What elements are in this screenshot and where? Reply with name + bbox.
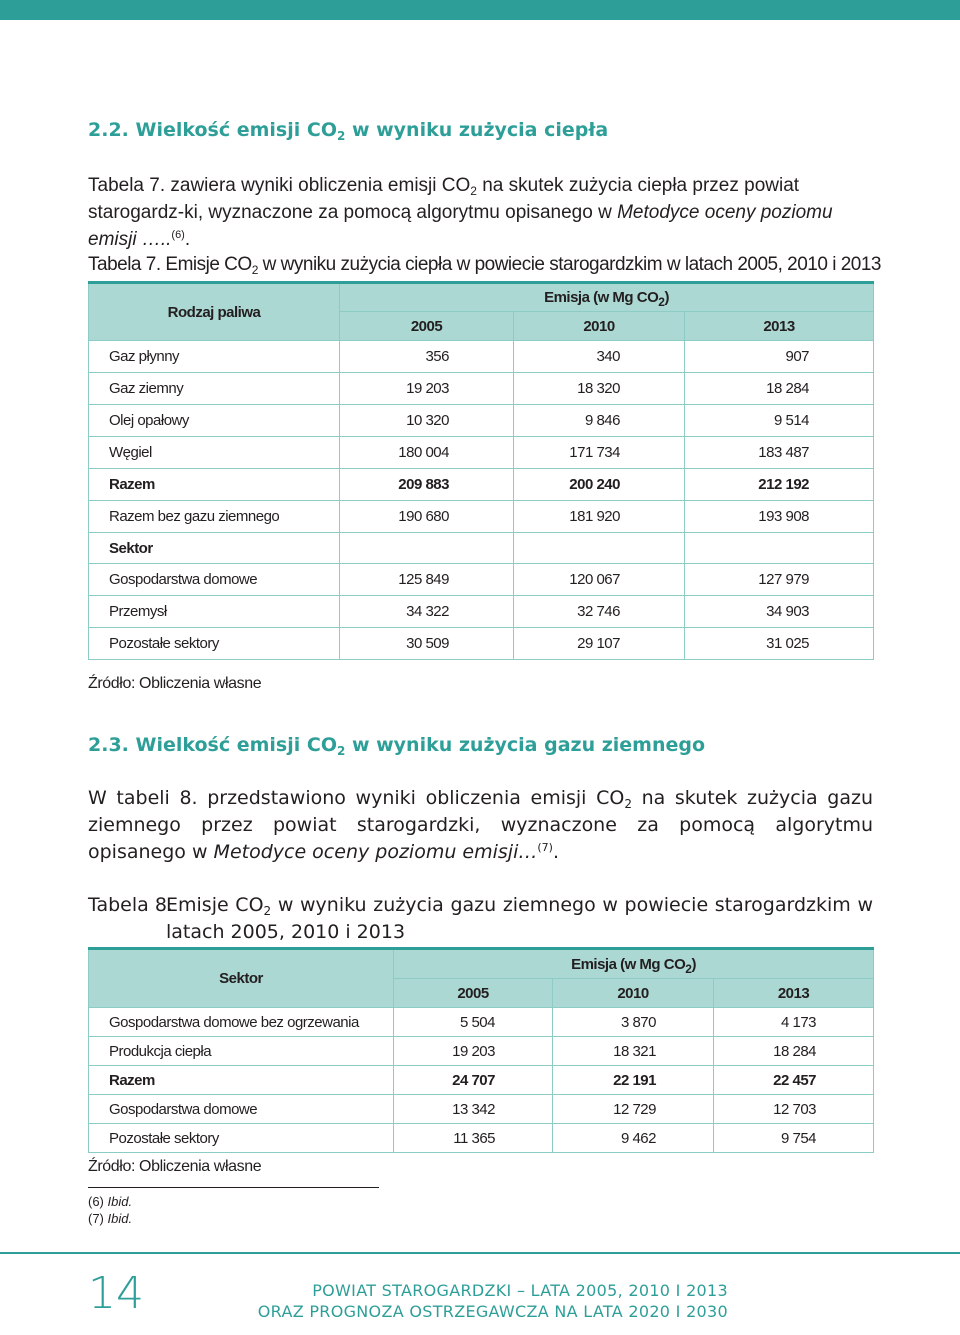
footer-line-1: POWIAT STAROGARDZKI – LATA 2005, 2010 I 2013	[312, 1281, 728, 1300]
value-2013: 907	[685, 341, 874, 373]
table-row	[89, 405, 874, 437]
value-2013: 31 025	[685, 628, 874, 660]
value-2010: 9 846	[514, 405, 685, 437]
caption-text-end: w wyniku zużycia ciepła w powiecie starogardzkim w latach 2005, 2010 i 2013	[257, 254, 881, 275]
footer-divider	[0, 1252, 960, 1254]
value-2005: 19 203	[394, 1037, 553, 1066]
paragraph-italic: Metodyce oceny poziomu emisji…	[213, 841, 538, 863]
paragraph-subscript: 2	[624, 797, 632, 811]
table-row	[89, 341, 874, 373]
table-row	[89, 628, 874, 660]
value-2010	[514, 533, 685, 564]
paragraph-subscript: 2	[470, 184, 477, 198]
value-2010: 32 746	[514, 596, 685, 628]
footer-line-2: ORAZ PROGNOZA OSTRZEGAWCZA NA LATA 2020 I 2030	[257, 1302, 728, 1321]
heading-text-end: w wyniku zużycia ciepła	[345, 119, 609, 141]
section-heading-2-2	[88, 119, 608, 141]
footnote-number: (7)	[88, 1211, 108, 1226]
value-2013: 18 284	[714, 1037, 874, 1066]
emission-subscript: 2	[685, 961, 692, 976]
row-label: Produkcja ciepła	[89, 1037, 394, 1066]
value-2005: 10 320	[340, 405, 514, 437]
table8-year-header: 2013	[714, 979, 874, 1008]
table-row	[89, 437, 874, 469]
value-2005: 13 342	[394, 1095, 553, 1124]
value-2010: 171 734	[514, 437, 685, 469]
footnote-text: Ibid.	[107, 1211, 133, 1226]
table-row	[89, 564, 874, 596]
row-label: Pozostałe sektory	[89, 1124, 394, 1153]
table-row-total	[89, 469, 874, 501]
table8-caption	[88, 892, 873, 946]
table-row	[89, 501, 874, 533]
value-2010: 29 107	[514, 628, 685, 660]
emission-label: Emisja (w Mg CO	[544, 289, 659, 306]
footnote-7	[88, 1210, 132, 1227]
row-label: Razem	[89, 469, 340, 501]
table-row-total	[89, 1066, 874, 1095]
footnote-number: (6)	[88, 1194, 108, 1209]
value-2013: 183 487	[685, 437, 874, 469]
table8-header-sector: Sektor	[89, 949, 394, 1008]
value-2010: 181 920	[514, 501, 685, 533]
value-2005	[340, 533, 514, 564]
top-accent-bar	[0, 0, 960, 20]
value-2013: 127 979	[685, 564, 874, 596]
table7-header-fuel: Rodzaj paliwa	[89, 283, 340, 341]
table7-year-header: 2010	[514, 312, 685, 341]
table-row-section	[89, 533, 874, 564]
value-2005: 11 365	[394, 1124, 553, 1153]
value-2005: 30 509	[340, 628, 514, 660]
value-2010: 18 320	[514, 373, 685, 405]
row-label: Gaz płynny	[89, 341, 340, 373]
value-2010: 200 240	[514, 469, 685, 501]
caption-subscript: 2	[251, 263, 258, 277]
table8-source: Źródło: Obliczenia własne	[88, 1158, 262, 1175]
value-2010: 120 067	[514, 564, 685, 596]
table-row	[89, 596, 874, 628]
paragraph-end: .	[184, 229, 191, 250]
value-2010: 3 870	[553, 1008, 714, 1037]
row-label: Gospodarstwa domowe	[89, 564, 340, 596]
table-row	[89, 373, 874, 405]
footnote-divider	[88, 1187, 379, 1188]
table7-caption	[88, 254, 881, 276]
emission-label: Emisja (w Mg CO	[571, 955, 686, 973]
value-2005: 24 707	[394, 1066, 553, 1095]
value-2010: 18 321	[553, 1037, 714, 1066]
heading-subscript: 2	[336, 744, 346, 758]
intro-paragraph-2-3	[88, 785, 873, 866]
value-2010: 12 729	[553, 1095, 714, 1124]
table7-source: Źródło: Obliczenia własne	[88, 675, 262, 692]
caption-subscript: 2	[263, 904, 272, 918]
row-label: Gospodarstwa domowe bez ogrzewania	[89, 1008, 394, 1037]
row-label: Przemysł	[89, 596, 340, 628]
table-row	[89, 1124, 874, 1153]
heading-subscript: 2	[336, 129, 346, 143]
table8	[88, 947, 874, 1153]
value-2013: 22 457	[714, 1066, 874, 1095]
row-label: Olej opałowy	[89, 405, 340, 437]
table-row	[89, 1008, 874, 1037]
caption-text: Tabela 7. Emisje CO	[88, 254, 252, 275]
value-2013: 9 754	[714, 1124, 874, 1153]
section-heading-2-3	[88, 734, 705, 756]
table-row	[89, 1037, 874, 1066]
row-label: Gaz ziemny	[89, 373, 340, 405]
value-2013: 4 173	[714, 1008, 874, 1037]
value-2005: 5 504	[394, 1008, 553, 1037]
value-2005: 209 883	[340, 469, 514, 501]
footnote-ref-7: (7)	[537, 841, 553, 854]
table8-year-header: 2005	[394, 979, 553, 1008]
footnote-ref-6: (6)	[171, 229, 185, 241]
row-label: Węgiel	[89, 437, 340, 469]
emission-label-end: )	[664, 289, 669, 306]
caption-body	[166, 892, 873, 946]
row-label: Razem	[89, 1066, 394, 1095]
emission-subscript: 2	[658, 295, 665, 309]
value-2005: 19 203	[340, 373, 514, 405]
page-number: 14	[88, 1268, 144, 1319]
row-label: Gospodarstwa domowe	[89, 1095, 394, 1124]
footer-title	[258, 1280, 728, 1322]
caption-text: Emisje CO	[166, 894, 264, 916]
row-label: Sektor	[89, 533, 340, 564]
table8-header-emission	[394, 949, 874, 979]
table-row	[89, 1095, 874, 1124]
intro-paragraph-2-2	[88, 172, 878, 253]
paragraph-text-cont: na skutek zużycia ciepła przez powiat starogardz-ki, wyznaczone za pomocą algorytmu opisanego w	[88, 175, 800, 223]
emission-label-end: )	[691, 955, 696, 973]
table7	[88, 281, 874, 660]
heading-text-end: w wyniku zużycia gazu ziemnego	[345, 734, 706, 756]
table7-header-emission	[340, 283, 874, 312]
value-2013	[685, 533, 874, 564]
value-2013: 18 284	[685, 373, 874, 405]
value-2005: 180 004	[340, 437, 514, 469]
value-2013: 193 908	[685, 501, 874, 533]
value-2013: 212 192	[685, 469, 874, 501]
caption-label: Tabela 8.	[88, 894, 173, 916]
paragraph-text: Tabela 7. zawiera wyniki obliczenia emisji CO	[88, 175, 471, 196]
value-2013: 12 703	[714, 1095, 874, 1124]
value-2005: 356	[340, 341, 514, 373]
value-2005: 190 680	[340, 501, 514, 533]
value-2005: 125 849	[340, 564, 514, 596]
value-2010: 340	[514, 341, 685, 373]
paragraph-end: .	[552, 841, 559, 863]
value-2005: 34 322	[340, 596, 514, 628]
paragraph-text-cont: na skutek zużycia gazu ziemnego przez powiat starogardzki, wyznaczone za pomocą algorytmu opisanego w	[88, 787, 873, 863]
paragraph-italic: Metodyce oceny poziomu emisji …..	[88, 202, 833, 250]
value-2010: 22 191	[553, 1066, 714, 1095]
table7-year-header: 2013	[685, 312, 874, 341]
paragraph-text: W tabeli 8. przedstawiono wyniki obliczenia emisji CO	[88, 787, 625, 809]
footnote-text: Ibid.	[107, 1194, 133, 1209]
heading-text: 2.2. Wielkość emisji CO	[88, 119, 337, 141]
row-label: Razem bez gazu ziemnego	[89, 501, 340, 533]
table8-year-header: 2010	[553, 979, 714, 1008]
footnote-6	[88, 1193, 132, 1210]
caption-text-end: w wyniku zużycia gazu ziemnego w powiecie starogardzkim w latach 2005, 2010 i 2013	[166, 894, 873, 943]
value-2010: 9 462	[553, 1124, 714, 1153]
table7-year-header: 2005	[340, 312, 514, 341]
row-label: Pozostałe sektory	[89, 628, 340, 660]
heading-text: 2.3. Wielkość emisji CO	[88, 734, 337, 756]
value-2013: 34 903	[685, 596, 874, 628]
value-2013: 9 514	[685, 405, 874, 437]
